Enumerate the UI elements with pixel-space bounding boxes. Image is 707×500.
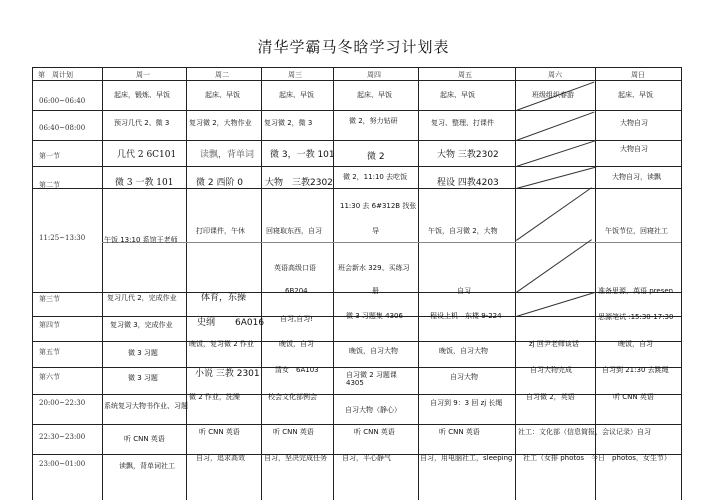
time-slot: 20:00~22:30 — [39, 399, 86, 407]
cell-wed-r8: 晚饭，自习 — [279, 340, 314, 348]
cell-tue-r9: 小说 三教 2301 — [195, 369, 260, 379]
cell-mon-r9: 微 3 习题 — [128, 374, 158, 382]
grid-line — [32, 80, 682, 81]
cell-mon-r5: 午饭 13:10 系馆王老师 — [104, 236, 178, 244]
cell-thu-r5a: 11:30 去 6#312B 找张 — [340, 202, 417, 210]
cell-tue-r11: 听 CNN 英语 — [199, 428, 240, 436]
cell-mon-r7: 复习微 3，完成作业 — [110, 321, 173, 329]
grid-line — [32, 292, 682, 293]
cell-fri-r4: 程设 四教4203 — [437, 178, 499, 188]
cell-mon-r4: 微 3 一教 101 — [115, 178, 174, 188]
cell-sat-r1: 班级组织春游 — [532, 91, 574, 99]
cell-sun-r10: 听 CNN 英语 — [613, 393, 654, 401]
time-slot: 06:40~08:00 — [39, 124, 86, 132]
header-wednesday: 周三 — [288, 71, 302, 79]
cell-mon-r1: 起床，锻炼、早饭 — [114, 91, 170, 99]
grid-line — [186, 67, 187, 500]
cell-sat-r9: 自习大物完成 — [530, 366, 572, 374]
cell-sun-r3: 大物自习 — [620, 145, 648, 153]
cell-tue-r7a: 史纲 — [197, 318, 216, 328]
cell-thu-r5c: 班会新水 329、买练习 — [338, 264, 410, 272]
cell-thu-r11: 听 CNN 英语 — [354, 428, 395, 436]
cell-wed-r1: 起床、早饭 — [279, 91, 314, 99]
time-slot: 06:00~06:40 — [39, 97, 86, 105]
time-slot: 22:30~23:00 — [39, 433, 86, 441]
cell-thu-r4: 微 2，11:10 去吃饭 — [343, 173, 408, 181]
cell-tue-r5: 打印课件，午休 — [196, 227, 245, 235]
grid-line — [515, 67, 516, 500]
time-slot: 23:00~01:00 — [39, 460, 86, 468]
cell-fri-r8: 晚饭，自习大物 — [439, 347, 488, 355]
time-slot: 11:25~13:30 — [39, 234, 86, 242]
cell-sun-r2: 大物自习 — [620, 119, 648, 127]
cell-fri-r10: 自习到 9：3 回 zj 长绳 — [430, 399, 503, 407]
cell-wed-r11: 听 CNN 英语 — [273, 428, 314, 436]
grid-line — [32, 140, 682, 141]
cell-thu-r10: 自习大物（静心） — [345, 406, 401, 414]
cell-sun-r7: 思源笔试 :15:30-17:30 — [598, 313, 674, 321]
cell-wed-r4: 大物 三教2302 — [265, 178, 333, 188]
time-slot: 第二节 — [39, 181, 60, 189]
cell-tue-r12: 自习，追求高效 — [196, 454, 245, 462]
cell-mon-r10: 系统复习大物书作业、习题 — [104, 402, 188, 410]
cell-thu-r5b: 导 — [372, 227, 379, 235]
grid-line — [32, 67, 682, 68]
cell-thu-r1: 起床、早饭 — [357, 91, 392, 99]
cell-wed-r6b: 6B204 — [285, 287, 308, 295]
cell-tue-r3: 读飘，背单词 — [200, 150, 255, 160]
cell-sun-r1: 起床、早饭 — [618, 91, 653, 99]
cell-fri-r9: 自习大物 — [450, 373, 478, 381]
time-slot: 第六节 — [39, 373, 60, 381]
cell-sun-r9: 自习到 21:30 去跳绳 — [602, 366, 669, 374]
cell-wed-r9: 清女 6A103 — [275, 366, 319, 374]
diagonal-line — [516, 140, 595, 167]
header-thursday: 周四 — [367, 71, 381, 79]
cell-tue-r2: 复习微 2，大物作业 — [189, 119, 252, 127]
cell-sat-r8: zj 回尹老师谈话 — [529, 340, 579, 348]
grid-line — [261, 67, 262, 500]
cell-sun-r8: 晚饭，自习 — [618, 340, 653, 348]
diagonal-line — [516, 167, 596, 189]
cell-mon-r2: 预习几代 2、微 3 — [114, 119, 170, 127]
cell-fri-r2: 复习、整理、打课件 — [431, 119, 494, 127]
cell-fri-r5: 午饭，自习微 2，大物 — [428, 227, 498, 235]
cell-sat-r12: 社工（女排 photos 今日 photos，女生节） — [523, 454, 671, 462]
diagonal-line — [516, 292, 596, 317]
cell-tue-r1: 起床、早饭 — [205, 91, 240, 99]
grid-line — [333, 67, 334, 500]
cell-fri-r11: 听 CNN 英语 — [439, 428, 480, 436]
grid-line — [418, 67, 419, 500]
cell-thu-r8: 晚饭，自习大物 — [349, 347, 398, 355]
grid-line — [32, 166, 682, 167]
diagonal-line — [516, 112, 594, 141]
grid-line — [102, 242, 681, 243]
time-slot: 第三节 — [39, 295, 60, 303]
cell-wed-r6a: 英语高级口语 — [274, 264, 316, 272]
cell-mon-r12: 读飘，背单词社工 — [119, 462, 175, 470]
cell-thu-r2: 微 2，努力钻研 — [349, 117, 398, 125]
grid-line — [32, 341, 682, 342]
time-slot: 第一节 — [39, 152, 60, 160]
cell-sun-r5: 午饭节位，回寝社工 — [605, 227, 668, 235]
cell-sat-r10: 自习微 2，英语 — [526, 393, 575, 401]
header-friday: 周五 — [458, 71, 472, 79]
cell-mon-r8: 微 3 习题 — [128, 349, 158, 357]
cell-wed-r12: 自习，坚决完成任务 — [264, 454, 327, 462]
header-week-plan: 第 周计划 — [38, 71, 73, 79]
cell-thu-r3: 微 2 — [367, 152, 385, 162]
grid-line — [32, 188, 682, 189]
grid-line — [32, 394, 682, 395]
cell-fri-r6: 自习 — [457, 287, 471, 295]
grid-line — [102, 67, 103, 500]
grid-line — [32, 424, 682, 425]
cell-wed-r3: 微 3，一教 101 — [270, 150, 335, 160]
cell-sat-r11: 社工：文化部（信息简报，会议记录）自习 — [518, 428, 651, 436]
cell-sun-r4: 大物自习，读飘 — [612, 173, 661, 181]
cell-tue-r6: 体育，东操 — [201, 293, 247, 303]
cell-fri-r7: 程设上机 东楼 9-224 — [430, 312, 502, 320]
grid-line — [32, 67, 33, 500]
cell-wed-r6c: 自习,自习! — [280, 315, 314, 323]
grid-line — [681, 67, 682, 500]
cell-wed-r5: 回寝取东西，自习 — [266, 227, 322, 235]
cell-sun-r6: 准备思源，英语 presen — [598, 287, 674, 295]
cell-tue-r7b: 6A016 — [235, 318, 265, 328]
grid-line — [32, 367, 682, 368]
header-saturday: 周六 — [548, 71, 562, 79]
grid-line — [32, 110, 682, 111]
cell-thu-r9: 自习微 2 习题课 4305 — [346, 371, 397, 387]
cell-tue-r4: 微 2 西阶 0 — [196, 178, 244, 188]
cell-fri-r12: 自习，用电脑社工，sleeping — [420, 454, 513, 462]
cell-wed-r10: 校会文化部例会 — [268, 393, 317, 401]
cell-fri-r3: 大物 三教2302 — [437, 150, 499, 160]
cell-thu-r7: 微 3 习题集 4306 — [346, 312, 403, 320]
cell-mon-r6: 复习几代 2，完成作业 — [107, 294, 177, 302]
time-slot: 第四节 — [39, 321, 60, 329]
cell-thu-r12: 自习，平心静气 — [342, 454, 391, 462]
cell-fri-r1: 起床、早饭 — [440, 91, 475, 99]
cell-mon-r11: 听 CNN 英语 — [124, 435, 165, 443]
cell-mon-r3: 几代 2 6C101 — [117, 150, 177, 160]
page-title: 清华学霸马冬晗学习计划表 — [257, 38, 450, 56]
cell-wed-r2: 复习微 2，微 3 — [264, 119, 313, 127]
header-sunday: 周日 — [631, 71, 645, 79]
cell-thu-r5d: 册 — [372, 287, 379, 295]
cell-tue-r10: 微 2 作业，洗澡 — [189, 393, 240, 401]
diagonal-line — [516, 187, 592, 241]
time-slot: 第五节 — [39, 348, 60, 356]
diagonal-line — [516, 239, 592, 293]
header-tuesday: 周二 — [215, 71, 229, 79]
cell-tue-r8: 晚饭，复习微 2 作业 — [189, 340, 254, 348]
header-monday: 周一 — [136, 71, 150, 79]
